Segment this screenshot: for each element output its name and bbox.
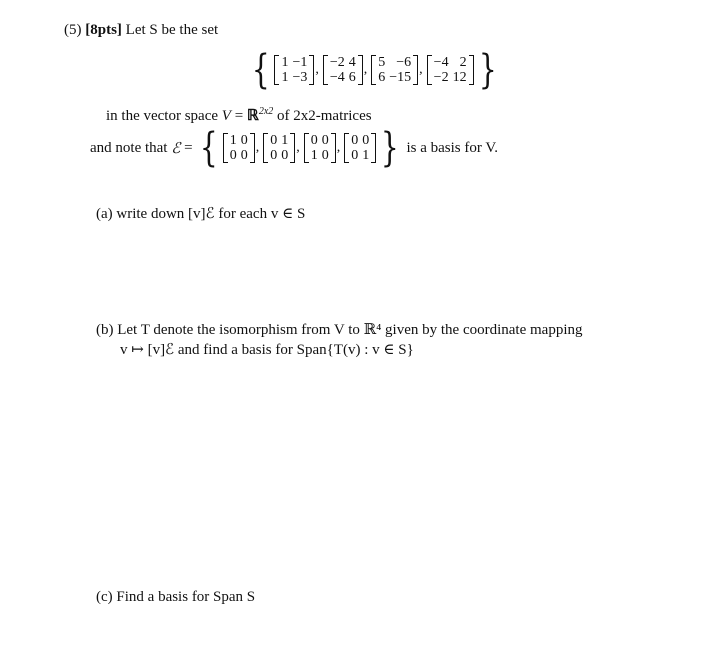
basis-line: and note that ℰ = { 1 0 0 0 , 0 1 0 0 , 0 0 1 0 , 0 0 0 1 } is a basis for V. [90, 125, 498, 171]
e-matrix-2: 0 1 0 0 [263, 133, 295, 163]
part-b-line2: v ↦ [v]ℰ and find a basis for Span{T(v) : v ∈ S} [120, 342, 414, 358]
problem-header [64, 22, 218, 39]
set-s-display: { 1 −1 1 −3 , −2 4 −4 6 , 5 −6 6 −15 , −4 2 −2 12 } [251, 47, 497, 93]
s-matrix-4: −4 2 −2 12 [427, 55, 474, 85]
s-matrix-3: 5 −6 6 −15 [371, 55, 418, 85]
part-a: (a) write down [v]ℰ for each v ∈ S [96, 206, 306, 222]
e-matrix-3: 0 0 1 0 [304, 133, 336, 163]
part-c: (c) Find a basis for Span S [96, 589, 256, 605]
e-matrix-4: 0 0 0 1 [344, 133, 376, 163]
part-b-line1: (b) Let T denote the isomorphism from V to ℝ⁴ given by the coordinate mapping [96, 322, 583, 338]
vector-space-line: in the vector space V = ℝ$^{2x2}$ of 2x2-matrices [106, 106, 372, 124]
right-brace: } [478, 47, 497, 93]
problem-intro: Let S be the set [125, 22, 219, 38]
e-matrix-1: 1 0 0 0 [223, 133, 255, 163]
s-matrix-1: 1 −1 1 −3 [274, 55, 314, 85]
left-brace: { [251, 47, 270, 93]
s-matrix-2: −2 4 −4 6 [323, 55, 363, 85]
problem-number: (5) [64, 22, 82, 38]
problem-points: [8pts] [85, 22, 122, 38]
